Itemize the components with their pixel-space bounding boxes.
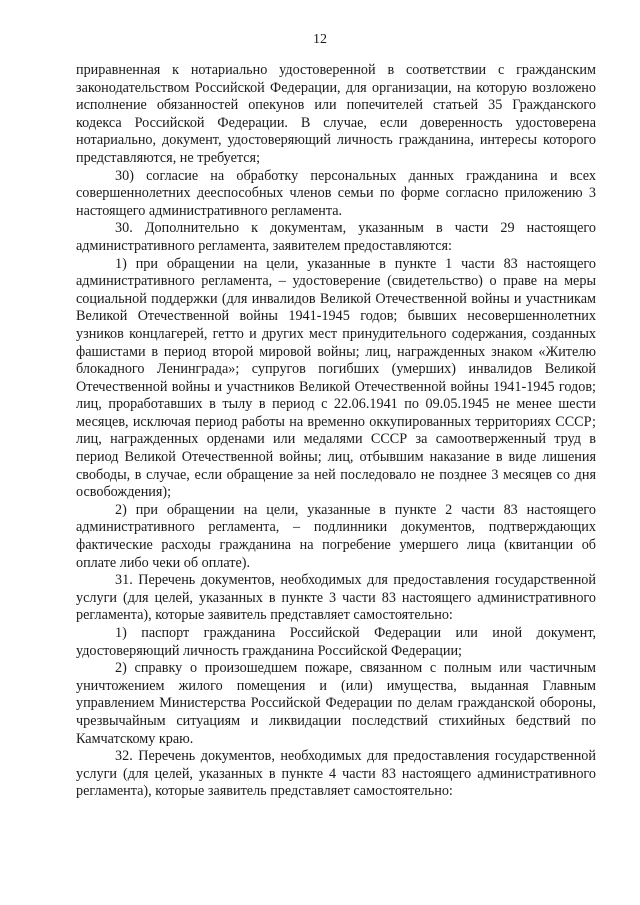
paragraph-section-30-item-2: 2) при обращении на цели, указанные в пункте 2 части 83 настоящего административного регламента, – подлинники документов, подтверждающих фактические расходы гражданина на погребение умершего лица (квитанции об оплате либо чеки об оплате). (76, 501, 596, 571)
paragraph-section-30-item-1: 1) при обращении на цели, указанные в пункте 1 части 83 настоящего административного регламента, – удостоверение (свидетельство) о праве на меры социальной поддержки (для инвалидов Великой Отечественной войны и участникам Великой Отечественной войны 1941-1945 годов; бывших несовершеннолетних узников концлагерей, гетто и других мест принудительного содержания, созданных фашистами в период второй мировой войны; лиц, награжденных знаком «Жителю блокадного Ленинграда»; супругов погибших (умерших) инвалидов Великой Отечественной войны и участников Великой Отечественной войны 1941-1945 годов; лиц, проработавших в тылу в период с 22.06.1941 по 09.05.1945 не менее шести месяцев, исключая период работы на временно оккупированных территориях СССР; лиц, награжденных орденами или медалями СССР за самоотверженный труд в период Великой Отечественной войны; лиц, отбывшим наказание в виде лишения свободы, в случае, если обращение за ней последовало не позднее 3 месяцев со дня освобождения); (76, 255, 596, 501)
paragraph-section-32: 32. Перечень документов, необходимых для предоставления государственной услуги (для целей, указанных в пункте 4 части 83 настоящего административного регламента), которые заявитель представляет самостоятельно: (76, 748, 596, 800)
paragraph-section-31-item-1: 1) паспорт гражданина Российской Федерации или иной документ, удостоверяющий личность гражданина Российской Федерации; (76, 625, 596, 659)
page-number: 12 (313, 32, 327, 47)
document-body (76, 62, 596, 801)
paragraph-section-31: 31. Перечень документов, необходимых для предоставления государственной услуги (для целей, указанных в пункте 3 части 83 настоящего административного регламента), которые заявитель представляет самостоятельно: (76, 572, 596, 624)
paragraph-item-30-consent: 30) согласие на обработку персональных данных гражданина и всех совершеннолетних дееспособных членов семьи по форме согласно приложению 3 настоящего административного регламента. (76, 167, 596, 219)
paragraph-continuation-power-of-attorney: приравненная к нотариально удостоверенной в соответствии с гражданским законодательством Российской Федерации, для организации, на которую возложено исполнение обязанностей опекунов или попечителей статьей 35 Гражданского кодекса Российской Федерации. В случае, если доверенность удостоверена нотариально, документ, удостоверяющий личность гражданина, интересы которого представляются, не требуется; (76, 62, 596, 166)
paragraph-section-31-item-2: 2) справку о произошедшем пожаре, связанном с полным или частичным уничтожением жилого помещения и (или) имущества, выданная Главным управлением Министерства Российской Федерации по делам гражданской обороны, чрезвычайным ситуациям и ликвидации последствий стихийных бедствий по Камчатскому краю. (76, 660, 596, 747)
paragraph-section-30: 30. Дополнительно к документам, указанным в части 29 настоящего административного регламента, заявителем предоставляются: (76, 220, 596, 254)
